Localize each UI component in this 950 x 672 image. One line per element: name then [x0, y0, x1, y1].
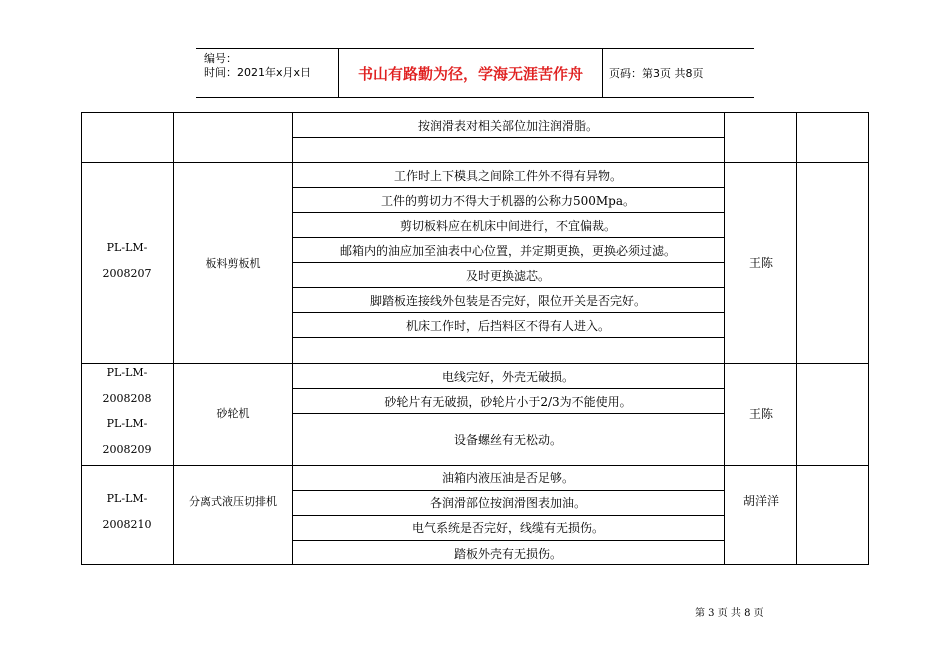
check-item: 工件的剪切力不得大于机器的公称力500Mpa。	[380, 194, 636, 208]
equipment-name: 分离式液压切排机	[189, 495, 277, 508]
check-item: 按润滑表对相关部位加注润滑脂。	[417, 119, 599, 133]
check-item: 电气系统是否完好，线缆有无损伤。	[411, 521, 605, 535]
page-header	[196, 48, 754, 98]
equipment-code-num: 2008209	[102, 443, 152, 456]
check-item: 设备螺丝有无松动。	[453, 433, 563, 447]
item-divider	[292, 337, 725, 338]
equipment-code-num: 2008210	[102, 518, 152, 531]
check-item: 踏板外壳有无损伤。	[453, 547, 563, 561]
table-border-top	[81, 112, 869, 113]
col-divider	[173, 112, 174, 565]
item-divider	[292, 413, 725, 414]
item-divider	[292, 212, 725, 213]
equipment-code: PL-LM-	[106, 417, 148, 430]
equipment-code: PL-LM-	[106, 241, 148, 254]
equipment-code-num: 2008208	[102, 392, 152, 405]
equipment-code: PL-LM-	[106, 366, 148, 379]
check-item: 脚踏板连接线外包装是否完好，限位开关是否完好。	[369, 294, 647, 308]
item-divider	[292, 287, 725, 288]
check-item: 邮箱内的油应加至油表中心位置，并定期更换，更换必须过滤。	[339, 244, 677, 258]
item-divider	[292, 187, 725, 188]
col-divider	[292, 112, 293, 565]
page-footer: 第 3 页 共 8 页	[695, 608, 764, 619]
table-border-left	[81, 112, 82, 565]
item-divider	[292, 137, 725, 138]
check-item: 电线完好，外壳无破损。	[441, 370, 575, 384]
check-item: 工作时上下模具之间除工件外不得有异物。	[393, 169, 623, 183]
item-divider	[292, 490, 725, 491]
equipment-name: 板料剪板机	[205, 257, 261, 270]
col-divider	[796, 112, 797, 565]
number-label: 编号：	[204, 52, 237, 65]
table-border-bottom	[81, 564, 869, 565]
responsible-person: 胡洋洋	[742, 494, 780, 508]
group-divider	[81, 162, 869, 163]
responsible-person: 王陈	[748, 407, 774, 421]
group-divider	[81, 465, 869, 466]
item-divider	[292, 237, 725, 238]
check-item: 剪切板料应在机床中间进行，不宜偏裁。	[399, 219, 617, 233]
check-item: 及时更换滤芯。	[465, 269, 551, 283]
equipment-code-num: 2008207	[102, 267, 152, 280]
page-code: 页码：第3页 共8页	[609, 67, 704, 80]
item-divider	[292, 312, 725, 313]
item-divider	[292, 388, 725, 389]
header-info-cell	[196, 49, 339, 97]
motto-title: 书山有路勤为径，学海无涯苦作舟	[339, 49, 603, 97]
item-divider	[292, 262, 725, 263]
check-item: 油箱内液压油是否足够。	[441, 471, 575, 485]
equipment-name: 砂轮机	[216, 407, 250, 420]
responsible-person: 王陈	[748, 256, 774, 270]
table-border-right	[868, 112, 869, 565]
item-divider	[292, 515, 725, 516]
item-divider	[292, 540, 725, 541]
time-label: 时间：2021年x月x日	[204, 66, 312, 79]
maintenance-table	[81, 112, 869, 565]
check-item: 机床工作时，后挡料区不得有人进入。	[405, 319, 611, 333]
col-divider	[724, 112, 725, 565]
check-item: 各润滑部位按润滑图表加油。	[429, 496, 587, 510]
check-item: 砂轮片有无破损，砂轮片小于2/3为不能使用。	[384, 395, 632, 409]
group-divider	[81, 363, 869, 364]
equipment-code: PL-LM-	[106, 492, 148, 505]
